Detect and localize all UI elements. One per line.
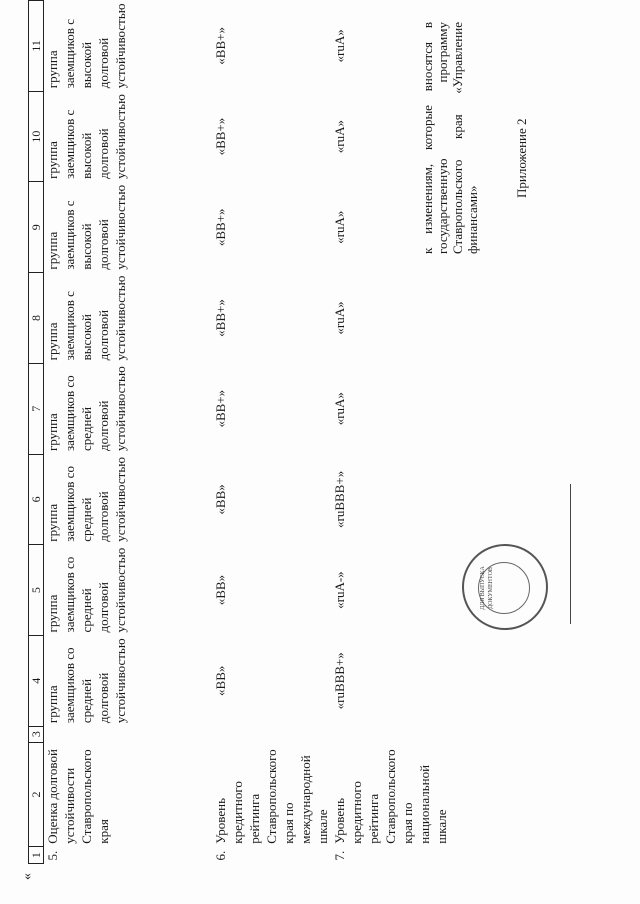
table-cell: «BB» xyxy=(213,665,228,696)
table-cell: «BB+» xyxy=(213,299,228,337)
col-num: 2 xyxy=(29,742,44,847)
col-num: 1 xyxy=(29,847,44,864)
table-cell: «BB+» xyxy=(213,389,228,428)
col-num: 11 xyxy=(29,1,44,92)
table-cell xyxy=(44,726,213,742)
table-cell: группа заемщиков с высокой долговой устойчивостью xyxy=(45,94,128,179)
row-number: 6. xyxy=(213,850,228,861)
table-cell: группа заемщиков с высокой долговой устойчивостью xyxy=(45,275,128,361)
table-cell: «ruA» xyxy=(332,29,347,63)
table-cell: группа заемщиков со средней долговой устойчивостью xyxy=(45,638,128,724)
table-cell xyxy=(331,726,450,742)
column-number-row xyxy=(29,1,44,864)
table-cell: «BB» xyxy=(213,574,228,606)
table-cell xyxy=(212,726,331,742)
official-stamp xyxy=(462,544,548,630)
table-cell: «BB» xyxy=(213,484,228,515)
row-label: Оценка долговой устойчивости Ставропольского края xyxy=(45,749,111,844)
table-cell: «BB+» xyxy=(213,208,228,247)
signature-line xyxy=(570,484,571,624)
row-label: Уровень кредитного рейтинга Ставропольского края по международной шкале xyxy=(213,749,330,844)
table-cell: «ruA» xyxy=(332,392,347,426)
table-cell: группа заемщиков со средней долговой устойчивостью xyxy=(45,366,128,452)
table-cell: «BB+» xyxy=(213,27,228,65)
row-number: 7. xyxy=(332,850,347,861)
col-num: 9 xyxy=(29,182,44,273)
col-num: 10 xyxy=(29,91,44,182)
table-row xyxy=(331,1,450,864)
col-num: 8 xyxy=(29,273,44,364)
table-cell: «ruA» xyxy=(332,210,347,244)
col-num: 7 xyxy=(29,363,44,454)
table-cell: «BB+» xyxy=(213,117,228,156)
table-cell: «ruA-» xyxy=(332,571,347,609)
table-cell: «ruA» xyxy=(332,301,347,335)
table-cell: группа заемщиков с высокой долговой устойчивостью xyxy=(45,3,128,89)
table-row xyxy=(212,1,331,864)
table-cell: группа заемщиков со средней долговой устойчивостью xyxy=(45,547,128,633)
col-num: 5 xyxy=(29,545,44,636)
row-label: Уровень кредитного рейтинга Ставропольского края по национальной шкале xyxy=(332,749,449,844)
table-cell: группа заемщиков со средней долговой устойчивостью xyxy=(45,457,128,542)
table-row xyxy=(44,1,213,864)
open-quote: « xyxy=(20,873,35,880)
row-number: 5. xyxy=(45,850,60,861)
stamp-text: ДЛЯ ВЫПУСКА ДОКУМЕНТОВ xyxy=(478,562,530,614)
col-num: 3 xyxy=(29,726,44,742)
table-cell: «ruBBB+» xyxy=(332,652,347,710)
table-cell: «ruBBB+» xyxy=(332,470,347,528)
col-num: 6 xyxy=(29,454,44,545)
appendix-title: Приложение 2 xyxy=(514,118,529,198)
data-table xyxy=(28,0,450,864)
col-num: 4 xyxy=(29,635,44,726)
table-cell: группа заемщиков с высокой долговой устойчивостью xyxy=(45,184,128,270)
table-cell: «ruA» xyxy=(332,119,347,154)
appendix-subtitle: к изменениям, которые вносятся в государственную программу Ставропольского края «Управление финансами» xyxy=(420,22,480,254)
